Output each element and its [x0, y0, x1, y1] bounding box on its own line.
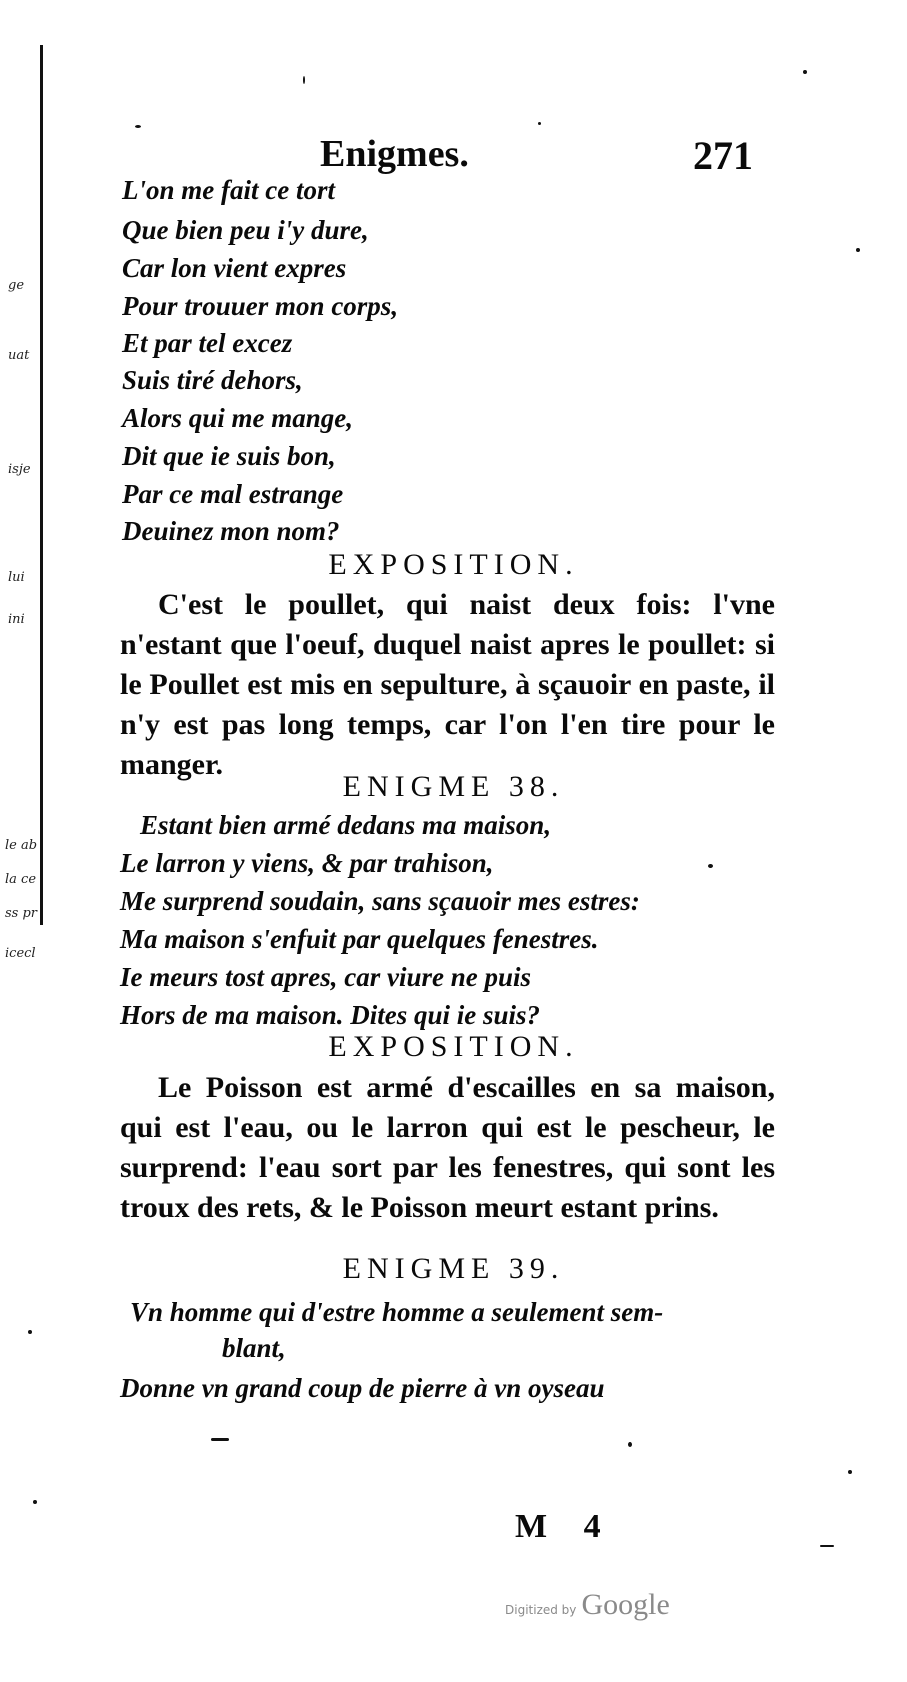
verse-line: Par ce mal estrange — [122, 479, 344, 509]
digitized-watermark — [505, 1588, 670, 1622]
ink-speck — [538, 122, 541, 125]
margin-fragment: ge — [8, 278, 25, 293]
exposition-text — [120, 585, 775, 785]
watermark-brand: Google — [581, 1588, 670, 1621]
verse-line: Alors qui me mange, — [122, 403, 354, 433]
exposition-paragraph: Le Poisson est armé d'escailles en sa maison, qui est l'eau, ou le larron qui est le pescheur, le surprend: l'eau sort par les fenestres, qui sont les troux des rets, & le Poisson meurt estant prins. — [120, 1071, 775, 1224]
exposition-heading: EXPOSITION. — [328, 1030, 579, 1063]
margin-fragment: ini — [8, 612, 25, 627]
running-head: Enigmes. — [320, 133, 469, 175]
ink-speck — [303, 76, 305, 84]
margin-fragment: ss pr — [5, 906, 38, 921]
signature-mark: M 4 — [515, 1508, 615, 1545]
verse-line: Ie meurs tost apres, car viure ne puis — [120, 962, 532, 992]
verse-line: Le larron y viens, & par trahison, — [120, 848, 494, 878]
ink-speck — [28, 1330, 32, 1334]
exposition-heading: EXPOSITION. — [328, 548, 579, 581]
verse-line: Suis tiré dehors, — [122, 365, 303, 395]
ink-speck — [211, 1438, 229, 1441]
verse-line: Ma maison s'enfuit par quelques fenestres. — [120, 924, 599, 954]
ink-speck — [708, 864, 713, 868]
verse-line: Estant bien armé dedans ma maison, — [140, 810, 552, 840]
verse-line: Dit que ie suis bon, — [122, 441, 336, 471]
margin-fragment: isje — [8, 462, 31, 477]
verse-line: Car lon vient expres — [122, 253, 347, 283]
margin-fragment: icecl — [5, 946, 36, 961]
ink-speck — [820, 1545, 834, 1547]
verse-line: Donne vn grand coup de pierre à vn oyseau — [120, 1373, 605, 1403]
enigme-heading: ENIGME 39. — [342, 1252, 565, 1285]
margin-fragment: le ab — [5, 838, 38, 853]
ink-speck — [848, 1470, 852, 1474]
verse-line: Me surprend soudain, sans sçauoir mes estres: — [120, 886, 640, 916]
exposition-paragraph: C'est le poullet, qui naist deux fois: l'vne n'estant que l'oeuf, duquel naist apres le poullet: si le Poullet est mis en sepulture, à sçauoir en paste, il n'y est pas long temps, car l'on l'en tire pour le manger. — [120, 588, 775, 781]
enigme-heading: ENIGME 38. — [342, 770, 565, 803]
verse-line: Vn homme qui d'estre homme a seulement sem- — [130, 1297, 664, 1327]
margin-fragment: uat — [8, 348, 30, 363]
verse-line: Que bien peu i'y dure, — [122, 215, 369, 245]
page-number: 271 — [693, 133, 753, 178]
verse-line: Pour trouuer mon corps, — [122, 291, 399, 321]
exposition-text — [120, 1068, 775, 1228]
ink-speck — [135, 125, 141, 128]
verse-line: Hors de ma maison. Dites qui ie suis? — [120, 1000, 541, 1030]
ink-speck — [803, 70, 807, 74]
watermark-prefix: Digitized by — [505, 1603, 577, 1617]
ink-speck — [33, 1500, 37, 1504]
margin-fragment: la ce — [5, 872, 37, 887]
verse-line: blant, — [222, 1333, 286, 1363]
verse-line: L'on me fait ce tort — [122, 175, 335, 205]
ink-speck — [628, 1442, 632, 1447]
verse-line: Deuinez mon nom? — [122, 516, 340, 546]
ink-speck — [856, 248, 860, 252]
verse-line: Et par tel excez — [122, 328, 293, 358]
margin-fragment: lui — [8, 570, 25, 585]
